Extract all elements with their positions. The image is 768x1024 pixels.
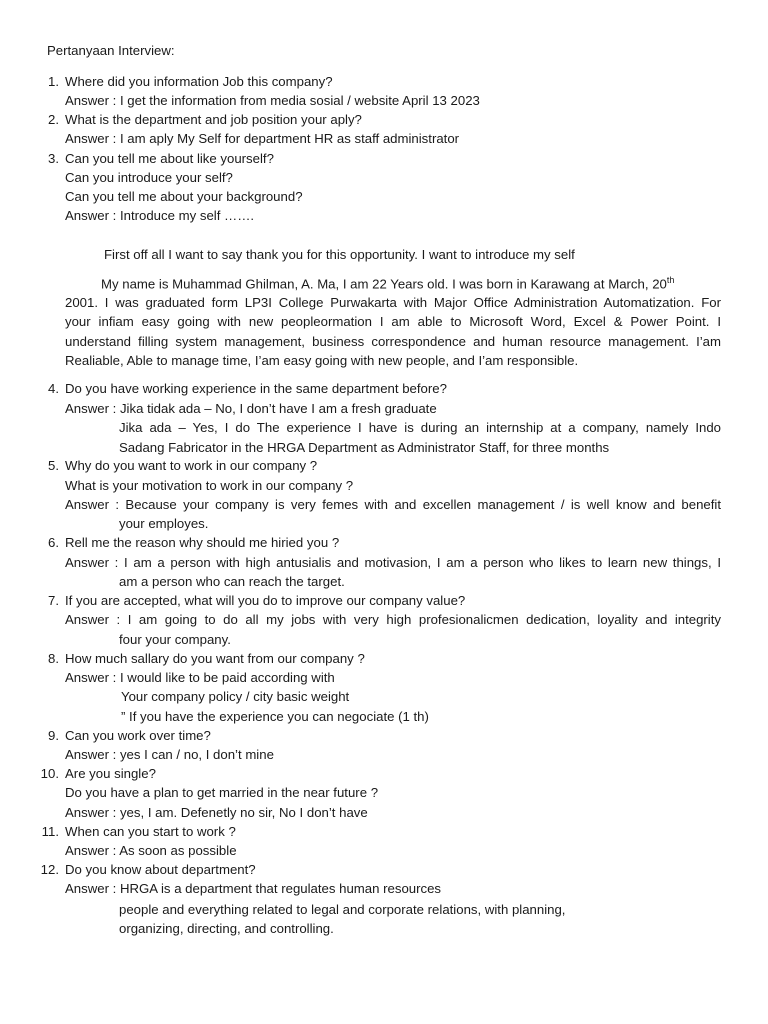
question-text: Can you introduce your self? (65, 170, 233, 185)
answer-text: organizing, directing, and controlling. (119, 921, 334, 936)
question-text: Why do you want to work in our company ? (65, 458, 318, 473)
question-text: Are you single? (65, 766, 156, 781)
question-text: When can you start to work ? (65, 824, 236, 839)
answer-text: Answer : HRGA is a department that regulates human resources (65, 881, 442, 896)
question-text: Do you have working experience in the same department before? (65, 381, 447, 396)
answer-text: Answer : I am aply My Self for department HR as staff administrator (65, 131, 460, 146)
answer-text: your employes. (119, 516, 209, 531)
question-text: How much sallary do you want from our company ? (65, 651, 365, 666)
answer-text: four your company. (119, 632, 231, 647)
intro-opening: First off all I want to say thank you for this opportunity. I want to introduce my self (104, 247, 575, 262)
intro-line: Realiable, Able to manage time, I’am easy going with new people, and I’am responsible. (65, 353, 579, 368)
question-text: Rell me the reason why should me hiried you ? (65, 535, 340, 550)
question-text: Can you tell me about your background? (65, 189, 303, 204)
answer-text: Answer : Jika tidak ada – No, I don’t have I am a fresh graduate (65, 401, 437, 416)
question-number: 4. (48, 381, 59, 396)
answer-text: Answer : I am going to do all my jobs with very high profesionalicmen dedication, loyality and integrity (65, 612, 721, 627)
question-number: 2. (48, 112, 59, 127)
answer-text: Answer : Introduce my self ……. (65, 208, 255, 223)
answer-text: am a person who can reach the target. (119, 574, 345, 589)
question-number: 10. (40, 766, 59, 781)
question-number: 5. (48, 458, 59, 473)
answer-text: Answer : I get the information from media sosial / website April 13 2023 (65, 93, 480, 108)
question-number: 9. (48, 728, 59, 743)
question-number: 8. (48, 651, 59, 666)
question-text: What is the department and job position your aply? (65, 112, 362, 127)
question-text: Can you work over time? (65, 728, 211, 743)
question-number: 6. (48, 535, 59, 550)
question-text: If you are accepted, what will you do to improve our company value? (65, 593, 466, 608)
question-text: What is your motivation to work in our company ? (65, 478, 354, 493)
question-number: 1. (48, 74, 59, 89)
intro-line: My name is Muhammad Ghilman, A. Ma, I am 22 Years old. I was born in Karawang at March, 20th (101, 275, 675, 292)
question-number: 11. (41, 824, 59, 839)
answer-text: Sadang Fabricator in the HRGA Department as Administrator Staff, for three months (119, 440, 610, 455)
intro-line: understand filling system management, business correspondence and human resource management. I’am (65, 334, 721, 349)
document-title: Pertanyaan Interview: (47, 43, 175, 58)
intro-line: your infiam easy going with new peopleormation I am able to Microsoft Word, Excel & Power Point. I (65, 314, 721, 329)
question-number: 3. (48, 151, 59, 166)
answer-text: Answer : I am a person with high antusialis and motivasion, I am a person who likes to learn new things, I (65, 555, 721, 570)
question-text: Where did you information Job this company? (65, 74, 333, 89)
answer-text: Answer : As soon as possible (65, 843, 237, 858)
question-text: Can you tell me about like yourself? (65, 151, 274, 166)
answer-text: people and everything related to legal and corporate relations, with planning, (119, 902, 566, 917)
answer-text: Answer : Because your company is very femes with and excellen management / is well know and benefit (65, 497, 721, 512)
question-text: Do you know about department? (65, 862, 256, 877)
answer-text: Answer : yes, I am. Defenetly no sir, No I don’t have (65, 805, 368, 820)
answer-text: ” If you have the experience you can negociate (1 th) (121, 709, 429, 724)
answer-text: Answer : I would like to be paid according with (65, 670, 335, 685)
question-number: 7. (48, 593, 59, 608)
answer-text: Your company policy / city basic weight (121, 689, 350, 704)
question-number: 12. (40, 862, 59, 877)
answer-text: Jika ada – Yes, I do The experience I have is during an internship at a company, namely Indo (119, 420, 721, 435)
question-text: Do you have a plan to get married in the near future ? (65, 785, 379, 800)
intro-line: 2001. I was graduated form LP3I College Purwakarta with Major Office Administration Automatization. For (65, 295, 721, 310)
answer-text: Answer : yes I can / no, I don’t mine (65, 747, 274, 762)
